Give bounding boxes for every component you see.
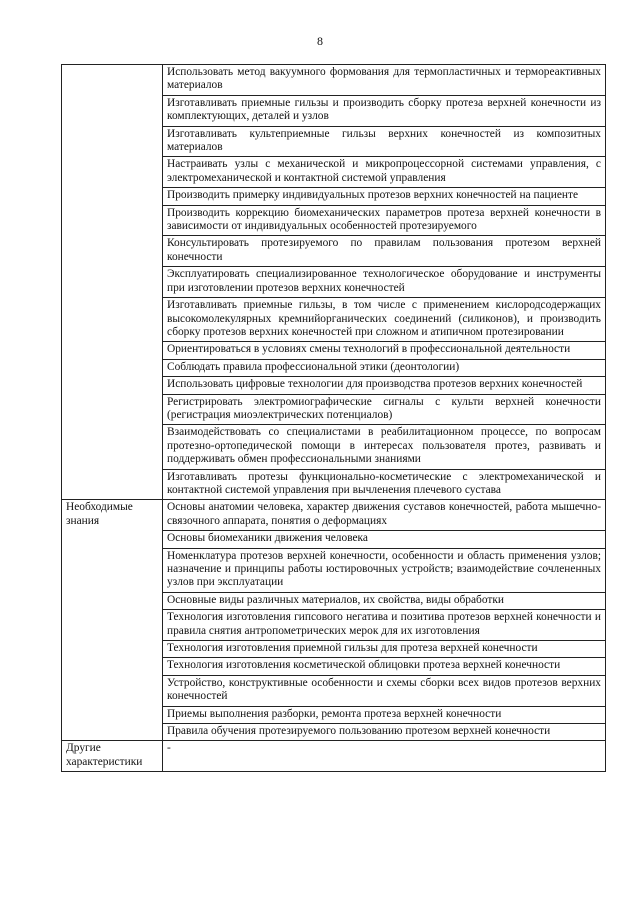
skill-item: Ориентироваться в условиях смены технологий в профессиональной деятельности [163,342,606,359]
skill-item: Изготавливать приемные гильзы, в том числе с применением кислородсодержащих высокомолекулярных кремнийорганических соединений (силиконов), и производить сборку протезов верхних конечностей при сложном и атипичном протезировании [163,298,606,342]
other-value: - [163,741,606,772]
knowledge-item: Основы анатомии человека, характер движения суставов конечностей, работа мышечно-связочного аппарата, понятия о деформациях [163,500,606,531]
skill-item: Использовать цифровые технологии для производства протезов верхних конечностей [163,377,606,394]
knowledge-item: Технология изготовления приемной гильзы для протеза верхней конечности [163,641,606,658]
knowledge-item: Основные виды различных материалов, их свойства, виды обработки [163,592,606,609]
knowledge-item: Правила обучения протезируемого пользованию протезом верхней конечности [163,724,606,741]
skill-item: Изготавливать приемные гильзы и производить сборку протеза верхней конечности из комплектующих, деталей и узлов [163,95,606,126]
skill-item: Производить примерку индивидуальных протезов верхних конечностей на пациенте [163,188,606,205]
skill-item: Использовать метод вакуумного формования для термопластичных и термореактивных материалов [163,65,606,96]
skill-item: Настраивать узлы с механической и микропроцессорной системами управления, с электромеханической и контактной системой управления [163,157,606,188]
section-label-other: Другие характеристики [62,741,163,772]
knowledge-item: Основы биомеханики движения человека [163,531,606,548]
skill-item: Изготавливать протезы функционально-косметические с электромеханической и контактной системой управления при вычленения плечевого сустава [163,469,606,500]
section-label-skills [62,65,163,500]
knowledge-item: Номенклатура протезов верхней конечности, особенности и область применения узлов; назначение и принципы работы юстировочных устройств; взаимодействие сочлененных узлов при эксплуатации [163,548,606,592]
table-row [62,65,606,96]
skill-item: Консультировать протезируемого по правилам пользования протезом верхней конечности [163,236,606,267]
skill-item: Регистрировать электромиографические сигналы с культи верхней конечности (регистрация миоэлектрических потенциалов) [163,394,606,425]
knowledge-item: Приемы выполнения разборки, ремонта протеза верхней конечности [163,706,606,723]
knowledge-item: Технология изготовления гипсового негатива и позитива протезов верхней конечности и правила снятия антропометрических мерок для их изготовления [163,610,606,641]
knowledge-item: Устройство, конструктивные особенности и схемы сборки всех видов протезов верхних конечностей [163,675,606,706]
skill-item: Соблюдать правила профессиональной этики (деонтологии) [163,359,606,376]
page-number: 8 [317,34,323,48]
knowledge-item: Технология изготовления косметической облицовки протеза верхней конечности [163,658,606,675]
skill-item: Производить коррекцию биомеханических параметров протеза верхней конечности в зависимости от индивидуальных особенностей протезируемого [163,205,606,236]
table-row [62,500,606,531]
skill-item: Взаимодействовать со специалистами в реабилитационном процессе, по вопросам протезно-ортопедической помощи в интересах пользователя протез, развивать и поддерживать обмен профессиональными знаниями [163,425,606,469]
qualification-table [61,64,606,772]
skill-item: Изготавливать культеприемные гильзы верхних конечностей из композитных материалов [163,126,606,157]
table-row [62,741,606,772]
section-label-knowledge: Необходимые знания [62,500,163,741]
skill-item: Эксплуатировать специализированное технологическое оборудование и инструменты при изготовлении протезов верхних конечностей [163,267,606,298]
